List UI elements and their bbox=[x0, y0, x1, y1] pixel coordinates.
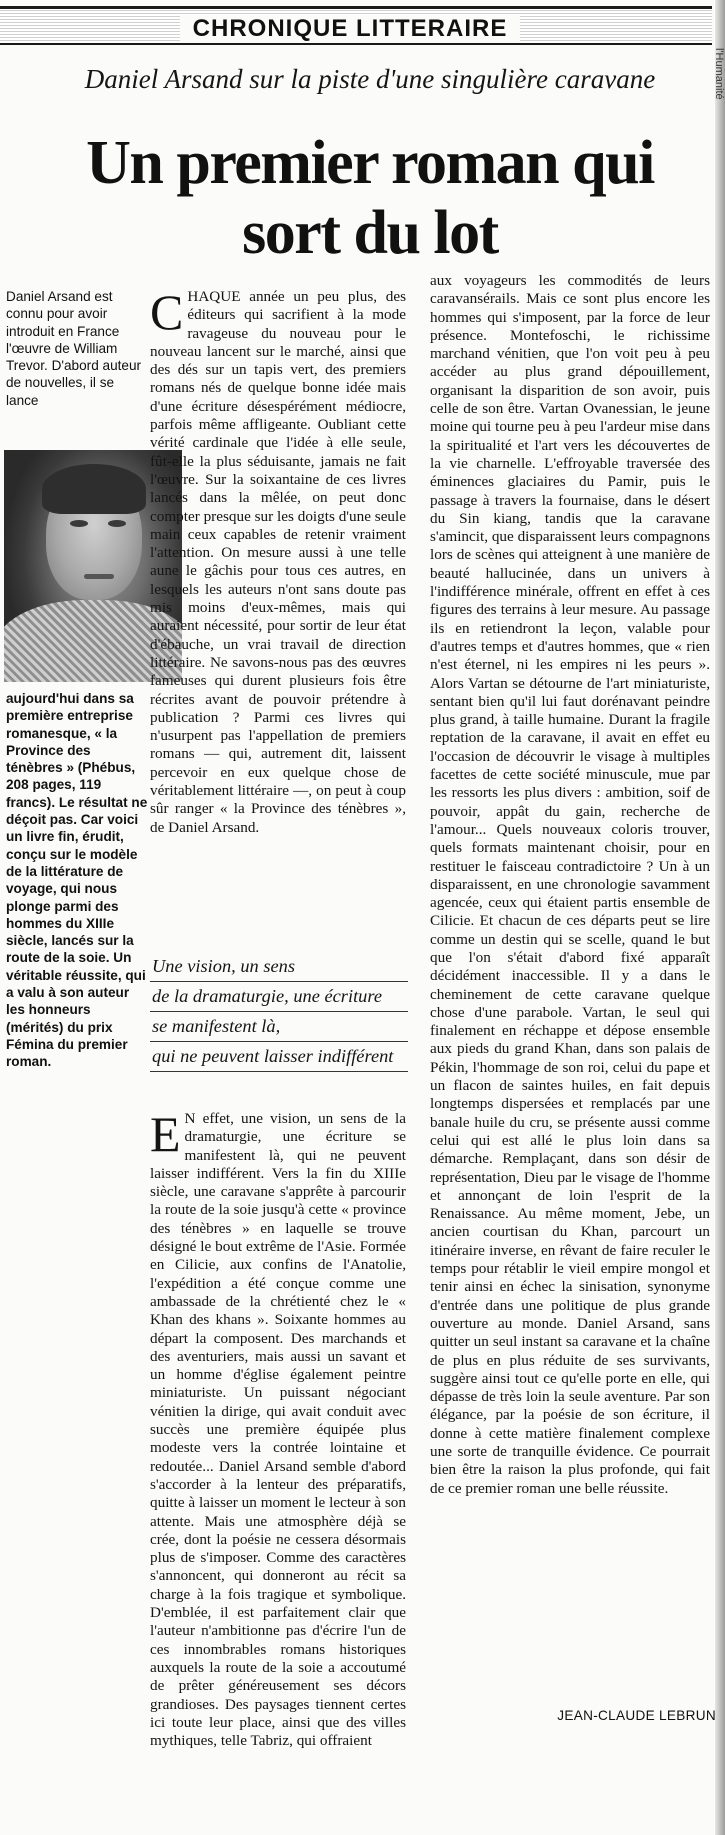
dropcap-e: E bbox=[150, 1106, 181, 1162]
lede-bottom: aujourd'hui dans sa première entreprise romanesque, « la Province des ténèbres » (Phébus, 208 pages, 119 francs). Le résultat ne déçoit pas. Car voici un livre fin, érudit, conçu sur le modèle de la littérature de voyage, qui nous plonge parmi des hommes du XIIIe siècle, lancés sur la route de la soie. Un véritable réussite, qui a valu à son auteur les honneurs (mérités) du prix Fémina du premier roman. bbox=[6, 691, 148, 1070]
page-edge bbox=[715, 0, 725, 1835]
article-column-1 bbox=[150, 284, 406, 837]
lede-top: Daniel Arsand est connu pour avoir introduit en France l'œuvre de William Trevor. D'abord auteur de nouvelles, il se lance bbox=[6, 289, 142, 408]
section-rubric: CHRONIQUE LITTERAIRE bbox=[180, 15, 520, 43]
photo-eye-right bbox=[108, 520, 126, 527]
column-2-text: aux voyageurs les commodités de leurs caravansérails. Mais ce sont plus encore les hommes qui s'imposent, par la force de leur présence. Montefoschi, le richissime marchand vénitien, que l'on voit peu à peu accéder au plus grand dépouillement, organisant la disparition de son avoir, puis celle de son être. Vartan Ovanessian, le jeune moine qui tourne peu à peu l'ardeur mise dans la spiritualité et l'art vers les découvertes de la vie charnelle. L'effroyable traversée des éminences glaciaires du Pamir, puis le passage à travers la fournaise, dans le désert du Sin kiang, tandis que la caravane s'amincit, que disparaissent leurs compagnons lors de scènes qui atteignent à une manière de beauté hallucinée, dans un univers à l'indifférence minérale, offrent en effet à ces figures des terrains à leur mesure. Au passage ils en retiendront la leçon, valable pour d'autres temps et d'autres hommes, que « rien n'est éternel, ni les empires ni les peurs ». Alors Vartan se détourne de l'art miniaturiste, sentant bien qu'il lui faut dorénavant peindre plus grand, à taille humaine. Durant la fragile reptation de la caravane, il avait en effet eu l'occasion de découvrir le visage à multiples facettes de cette société minuscule, mue par les ressorts les plus divers : ambition, soif de pouvoir, appât du gain, recherche de l'amour... Quels nouveaux coloris trouver, quels formats maintenant choisir, pour en restituer le faisceau contradictoire ? Un à un disparaissent, en une chronologie savamment agencée, ceux qui étaient partis ensemble de Cilicie. Et chacun de ces départs peut se lire comme un destin qui se scelle, quand le but que l'on s'était d'abord fixé apparaît décidément inaccessible. Il y a dans le cheminement de cette caravane quelque chose d'une parabole. Vartan, le seul qui finalement en réchappe et dépose ensemble aux pieds du grand Khan, dans son palais de Pékin, l'hommage de son roi, celui du pape et un flacon de saintes huiles, en fait depuis longtemps dispersées et remplacés par une banale huile du cru, se présente aussi comme celui qui est allé le plus loin dans sa démarche. Remplaçant, dans son désir de représentation, Dieu par le visage de l'homme et annonçant de loin l'esprit de la Renaissance. Au même moment, Jebe, un ancien courtisan du Khan, parcourt un itinéraire inverse, en rêvant de faire reculer le temps pour rétablir le vieil empire mongol et tenir ainsi en échec la sinisation, synonyme d'entrée dans une politique de plus grande ouverture au monde. Daniel Arsand, sans quitter un seul instant sa caravane et la chaîne de plus en plus réduite de ses survivants, suggère ainsi tout ce qu'elle porte en elle, qui dépasse de très loin la seule aventure. Par son élégance, par la poésie de son écriture, il donne à cette matière finalement complexe une sorte de tranquille évidence. Ce pourrait bien être la raison la plus profonde, qui fait de ce premier roman une belle réussite. bbox=[430, 272, 710, 1497]
pull-quote bbox=[150, 952, 408, 1072]
article-column-2 bbox=[430, 272, 710, 1498]
photo-mouth bbox=[84, 574, 114, 579]
column-1-text: HAQUE année un peu plus, des éditeurs qui sacrifient à la mode ravageuse du nouveau pour le nouveau lancent sur le marché, ainsi que des dés sur un tapis vert, des premiers romans nés de quelque bonne idée mais d'une écriture désespérément médiocre, parfois même affligeante. Oubliant cette vérité cardinale que l'idée à elle seule, fût-elle la plus séduisante, jamais ne fait l'œuvre. Sur la soixantaine de ces livres lancés dans la mêlée, on peut donc compter presque sur les doigts d'une seule main ceux capables de retenir vraiment l'attention. On mesure aussi à une telle aune le gâchis pour tous ces autres, en lesquels les auteurs n'ont sans doute pas mis moins d'eux-mêmes, mais qui auraient nécessité, pour sortir de leur état d'ébauche, un vrai travail de direction littéraire. Ne savons-nous pas des œuvres fameuses qui durent plusieurs fois être récrites avant de pouvoir prétendre à publication ? Parmi ces livres qui n'usurpent pas l'appellation de premiers romans — qui, autrement dit, laissent percevoir en eux quelque chose de véritablement littéraire —, on peut à coup sûr ranger « la Province des ténèbres », de Daniel Arsand. bbox=[150, 288, 406, 836]
pull-quote-line-1: Une vision, un sens bbox=[150, 952, 408, 982]
edge-masthead: l'Humanité bbox=[713, 48, 725, 100]
pull-quote-line-3: se manifestent là, bbox=[150, 1012, 408, 1042]
pull-quote-line-2: de la dramaturgie, une écriture bbox=[150, 982, 408, 1012]
column-3-text: N effet, une vision, un sens de la dramaturgie, une écriture se manifestent là, qui ne peuvent laisser indifférent. Vers la fin du XIIIe siècle, une caravane s'apprête à parcourir la route de la soie jusqu'à cette « province des ténèbres » en laquelle se trouve désigné le bout extrême de l'Asie. Formée en Cilicie, aux confins de l'Anatolie, l'expédition a été conçue comme une ambassade de la chrétienté chez le « Khan des khans ». Soixante hommes au départ la composent. Des marchands et des aventuriers, mais aussi un savant et un homme d'église également peintre miniaturiste. Un puissant négociant vénitien la dirige, qui avait conduit avec succès une première équipée plus modeste vers la contrée lointaine et redoutée... Daniel Arsand semble d'abord s'accorder à la lenteur des préparatifs, quitte à laisser un moment le lecteur à son attente. Mais une atmosphère déjà se crée, dont la poésie ne cessera désormais plus de s'imposer. Comme des caractères s'annoncent, qui donneront au récit sa charge à la fois tragique et symbolique. D'emblée, il est parfaitement clair que l'auteur n'ambitionne pas d'écrire l'un de ces innombrables romans historiques auxquels la route de la soie a accoutumé de prêter généreusement ses décors grandioses. Des paysages tiennent certes ici toute leur place, ainsi que des villes mythiques, telle Tabriz, qui offraient bbox=[150, 1110, 406, 1750]
kicker: Daniel Arsand sur la piste d'une singulière caravane bbox=[84, 64, 656, 94]
article-column-3 bbox=[150, 1106, 406, 1750]
photo-hair bbox=[42, 464, 146, 514]
byline-signature: JEAN-CLAUDE LEBRUN bbox=[557, 1708, 716, 1723]
pull-quote-line-4: qui ne peuvent laisser indifférent bbox=[150, 1042, 408, 1072]
rubric-bar bbox=[0, 6, 712, 45]
photo-eye-left bbox=[70, 520, 88, 527]
dropcap-c: C bbox=[150, 284, 184, 340]
headline: Un premier roman qui sort du lot bbox=[86, 129, 654, 267]
